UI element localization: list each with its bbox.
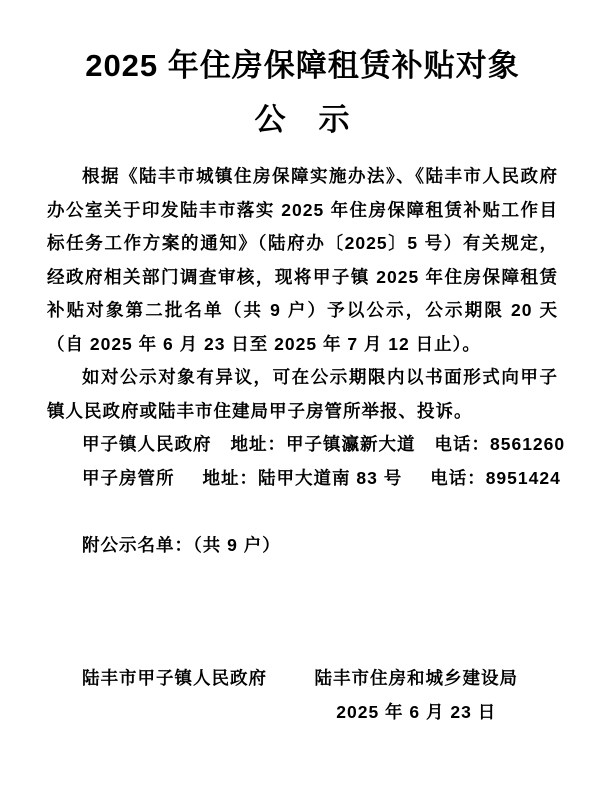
document-body — [47, 160, 566, 729]
signature-block — [47, 662, 558, 729]
contact-org: 甲子房管所 — [82, 467, 175, 488]
attachment-note: 附公示名单：（共 9 户） — [82, 534, 281, 555]
contact-org: 甲子镇人民政府 — [82, 434, 212, 454]
paragraph-basis: 根据《陆丰市城镇住房保障实施办法》、《陆丰市人民政府办公室关于印发陆丰市落实 2025 年住房保障租赁补贴工作目标任务工作方案的通知》（陆府办〔2025〕5 号）有关规定，经政府相关部门调查审核，现将甲子镇 2025 年住房保障租赁补贴对象第二批名单（共 9 户）予以公示，公示期限 20 天（自 2025 年 6 月 23 日至 2025 年 7 月 12 日止）。 — [47, 166, 558, 354]
signature-right-org: 陆丰市住房和城乡建设局 — [314, 668, 518, 688]
contact-phone: 电话：8951424 — [430, 467, 561, 488]
contact-phone: 电话：8561260 — [434, 434, 566, 454]
document-title-line2: 公 示 — [254, 102, 351, 137]
paragraph-objection: 如对公示对象有异议，可在公示期限内以书面形式向甲子镇人民政府或陆丰市住建局甲子房管所举报、投诉。 — [47, 367, 558, 421]
signature-left-org: 陆丰市甲子镇人民政府 — [82, 668, 267, 688]
contact-address: 地址：甲子镇瀛新大道 — [230, 434, 416, 454]
contact-address: 地址：陆甲大道南 83 号 — [202, 467, 403, 488]
signature-right-column — [315, 662, 519, 729]
document-title-line1: 2025 年住房保障租赁补贴对象 — [85, 48, 520, 83]
signature-date: 2025 年 6 月 23 日 — [336, 701, 497, 722]
contact-row-housing-office — [47, 462, 561, 496]
contact-row-town-government — [47, 428, 566, 462]
